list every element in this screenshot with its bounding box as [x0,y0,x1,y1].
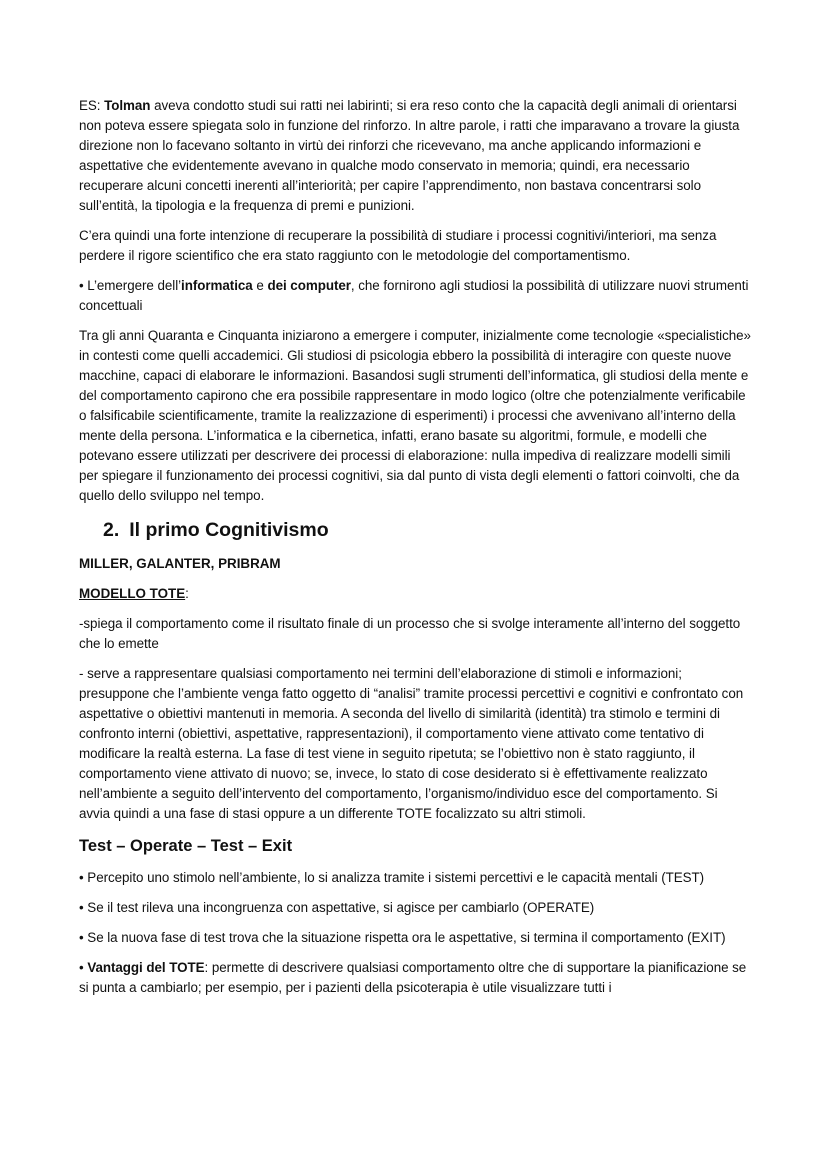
advantages-title: Vantaggi del TOTE [87,960,205,975]
tote-bullet-test: • Percepito uno stimolo nell’ambiente, lo si analizza tramite i sistemi percettivi e le capacità mentali (TEST) [79,870,705,885]
tote-definition-1: -spiega il comportamento come il risultato finale di un processo che si svolge interamente all’interno del soggetto che lo emette [79,616,741,651]
section-heading [103,516,751,544]
informatica-term: informatica [181,278,253,293]
model-tote-title: MODELLO TOTE [79,586,186,601]
section-title: Il primo Cognitivismo [129,519,329,541]
tote-advantages: • Vantaggi del TOTE: permette di descrivere qualsiasi comportamento oltre che di supportare la pianificazione se si punta a cambiarlo; per esempio, per i pazienti della psicoterapia è utile visualizzare tutti i [79,960,747,995]
tote-heading: Test – Operate – Test – Exit [79,837,293,855]
tolman-paragraph [79,96,751,216]
tolman-name: Tolman [104,98,151,113]
tote-bullet-operate: • Se il test rileva una incongruenza con aspettative, si agisce per cambiarlo (OPERATE) [79,900,595,915]
document-page [79,96,751,998]
cognitive-intention-paragraph: C’era quindi una forte intenzione di recuperare la possibilità di studiare i processi cognitivi/interiori, ma senza perdere il rigore scientifico che era stato raggiunto con le metodologie del comportamentismo. [79,228,717,263]
section-number: 2. [103,519,120,541]
advantages-text: : permette di descrivere qualsiasi comportamento oltre che di supportare la pianificazione se si punta a cambiarlo; per esempio, per i pazienti della psicoterapia è utile visualizzare tutti i [79,960,747,995]
tolman-text: aveva condotto studi sui ratti nei labirinti; si era reso conto che la capacità degli animali di orientarsi non poteva essere spiegata solo in funzione del rinforzo. In altre parole, i ratti che imparavano a trovare la giusta direzione non lo facevano soltanto in virtù dei rinforzi che ricevevano, ma anche applicando informazioni e aspettative che evidentemente avevano in qualche modo conservato in memoria; quindi, era necessario recuperare alcuni concetti inerenti all’interiorità; per capire l’apprendimento, non bastava concentrarsi solo sull’entità, la tipologia e la frequenza di premi e punizioni. [79,98,740,213]
informatics-bullet: • L’emergere dell’informatica e dei computer, che fornirono agli studiosi la possibilità di utilizzare nuovi strumenti concettuali [79,278,749,313]
es-label: ES: [79,98,105,113]
computers-paragraph: Tra gli anni Quaranta e Cinquanta iniziarono a emergere i computer, inizialmente come tecnologie «specialistiche» in contesti come quelli accademici. Gli studiosi di psicologia ebbero la possibilità di interagire con queste nuove macchine, capaci di elaborare le informazioni. Basandosi sugli strumenti dell’informatica, gli studiosi della mente e del comportamento capirono che era possibile rappresentare in modo logico (oltre che potenzialmente verificabile o falsificabile scientificamente, tramite la realizzazione di esperimenti) i processi che avvenivano all’interno della mente della persona. L’informatica e la cibernetica, infatti, erano basate su algoritmi, formule, e modelli che potevano essere utilizzati per descrivere dei processi di elaborazione: nulla impediva di realizzare modelli simili per spiegare il funzionamento dei processi cognitivi, sia dal punto di vista degli elementi o fattori coinvolti, che da quello dello sviluppo nel tempo. [79,328,751,503]
model-tote-label: MODELLO TOTE: [79,586,189,601]
authors-line: MILLER, GALANTER, PRIBRAM [79,556,281,571]
computer-term: dei computer [267,278,351,293]
tote-bullet-exit: • Se la nuova fase di test trova che la situazione rispetta ora le aspettative, si termina il comportamento (EXIT) [79,930,726,945]
tote-definition-2: - serve a rappresentare qualsiasi comportamento nei termini dell’elaborazione di stimoli e informazioni; presuppone che l’ambiente venga fatto oggetto di “analisi” tramite processi percettivi e cognitivi e confrontato con aspettative o obiettivi mantenuti in memoria. A seconda del livello di similarità (identità) tra stimolo e termini di confronto interni (obiettivi, aspettative, rappresentazioni), il comportamento viene attivato come tentativo di modificare la realtà esterna. La fase di test viene in seguito ripetuta; se l’obiettivo non è stato raggiunto, il comportamento viene attivato di nuovo; se, invece, lo stato di cose desiderato si è effettivamente realizzato nell’ambiente a seguito dell’intervento del comportamento, l’organismo/individuo esce del comportamento. Si avvia quindi a una fase di stasi oppure a un differente TOTE focalizzato su altri stimoli. [79,666,744,821]
